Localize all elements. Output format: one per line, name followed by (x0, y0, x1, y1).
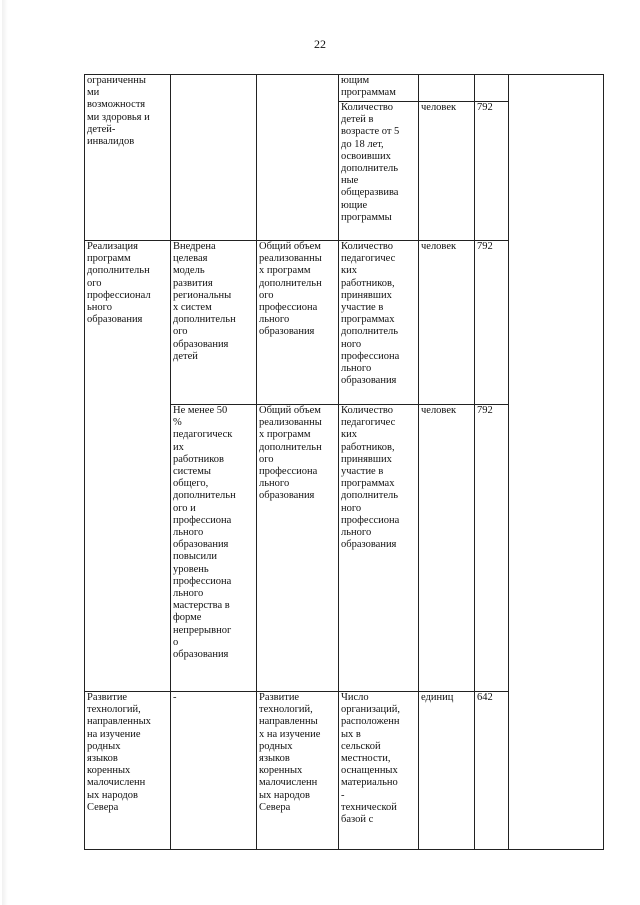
cell-value: 642 (475, 692, 509, 850)
cell-measure: Развитие технологий, направленны х на изучение родных языков коренных малочисленн ых народов Севера (257, 692, 339, 850)
cell-indicator: Количество детей в возрасте от 5 до 18 лет, освоивших дополнитель ные общеразвива ющие программы (339, 102, 419, 241)
cell-result: - (171, 692, 257, 850)
cell-measure (257, 75, 339, 241)
cell-indicator: ющим программам (339, 75, 419, 102)
cell-task: Развитие технологий, направленных на изучение родных языков коренных малочисленн ых народов Севера (85, 692, 171, 850)
table-row (85, 75, 604, 102)
cell-result (171, 75, 257, 241)
cell-result: Не менее 50 % педагогическ их работников системы общего, дополнительн ого и профессиона льного образования повысили уровень профессиона льного мастерства в форме непрерывног о образования (171, 405, 257, 692)
cell-unit: человек (419, 102, 475, 241)
cell-result: Внедрена целевая модель развития региональны х систем дополнительн ого образования детей (171, 241, 257, 405)
cell-indicator: Количество педагогичес ких работников, принявших участие в программах дополнитель ного профессиона льного образования (339, 241, 419, 405)
cell-indicator: Число организаций, расположенн ых в сельской местности, оснащенных материально - технической базой с (339, 692, 419, 850)
cell-unit: человек (419, 241, 475, 405)
cell-indicator: Количество педагогичес ких работников, принявших участие в программах дополнитель ного профессиона льного образования (339, 405, 419, 692)
cell-value: 792 (475, 241, 509, 405)
scan-edge-shadow (2, 0, 8, 905)
cell-unit: человек (419, 405, 475, 692)
cell-measure: Общий объем реализованны х программ дополнительн ого профессиона льного образования (257, 405, 339, 692)
cell-measure: Общий объем реализованны х программ дополнительн ого профессиона льного образования (257, 241, 339, 405)
cell-unit: единиц (419, 692, 475, 850)
cell-value: 792 (475, 405, 509, 692)
cell-task: Реализация программ дополнительн ого профессионал ьного образования (85, 241, 171, 692)
program-indicators-table (84, 74, 604, 850)
cell-value (475, 75, 509, 102)
page-number: 22 (314, 37, 326, 51)
cell-blank-column (509, 75, 604, 850)
cell-value: 792 (475, 102, 509, 241)
cell-unit (419, 75, 475, 102)
cell-task: ограниченны ми возможностя ми здоровья и детей- инвалидов (85, 75, 171, 241)
